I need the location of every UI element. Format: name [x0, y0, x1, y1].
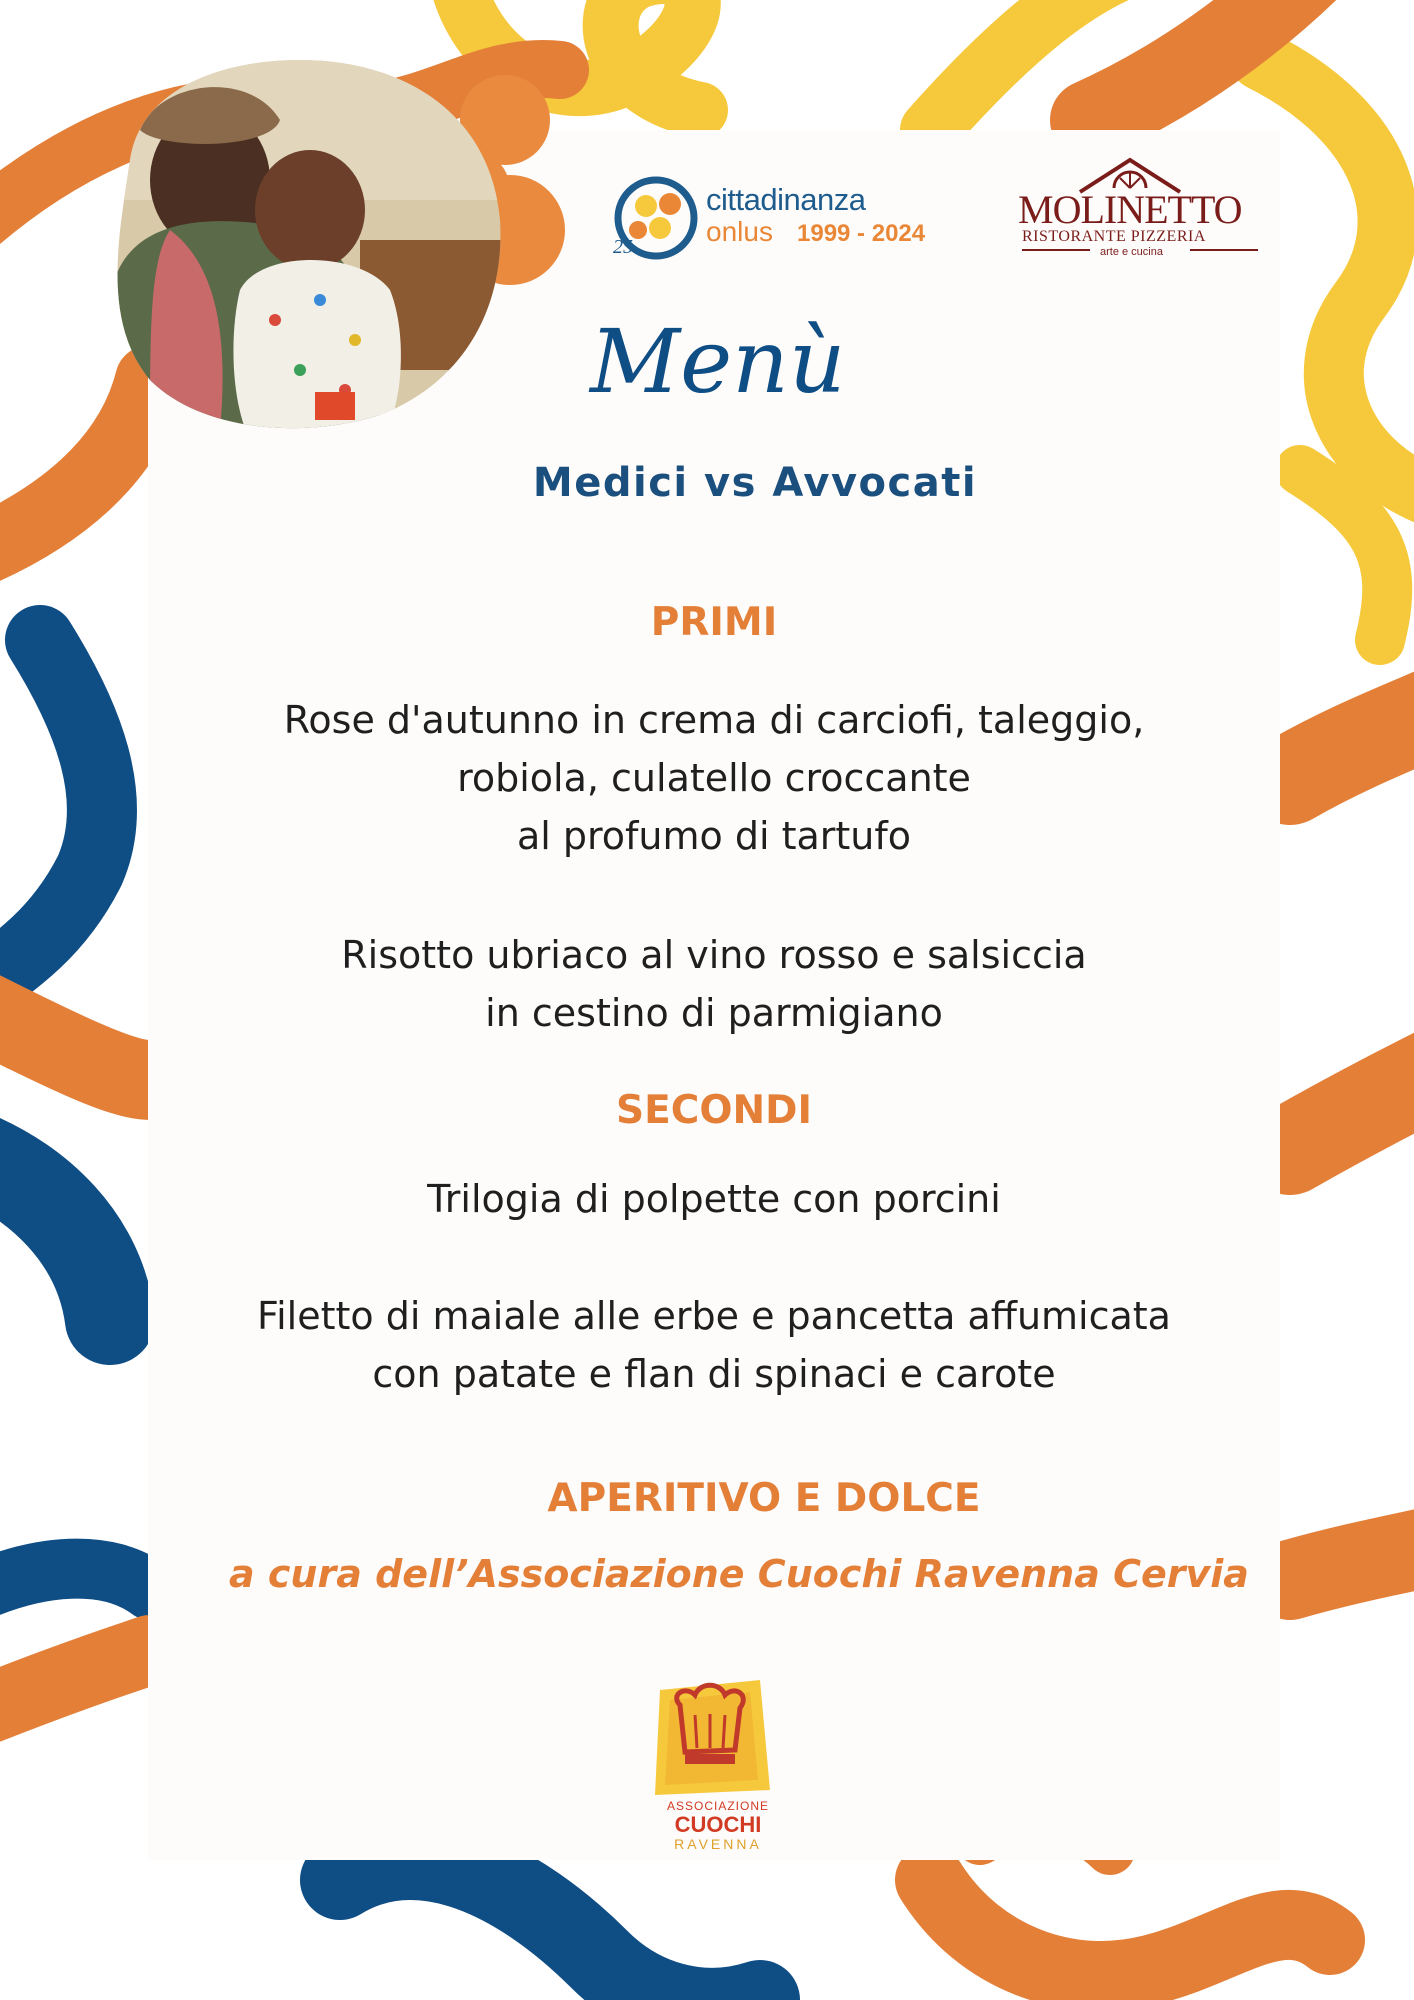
molinetto-tag: arte e cucina	[1100, 246, 1163, 258]
dish-secondi-1: Trilogia di polpette con porcini	[427, 1177, 1001, 1221]
molinetto-sub: RISTORANTE PIZZERIA	[1022, 228, 1206, 245]
section-aperitivo	[198, 1476, 1330, 1521]
section-title-primi: PRIMI	[650, 600, 778, 645]
dish-item	[148, 926, 1280, 1042]
section-title-secondi: SECONDI	[615, 1088, 813, 1133]
mother-child-photo	[0, 0, 600, 460]
cittadinanza-badge: 25	[613, 236, 633, 258]
dish-item	[148, 1287, 1280, 1403]
page-title: Menù	[590, 310, 846, 413]
molinetto-name: MOLINETTO	[1018, 187, 1242, 232]
chef-hat-logo-icon	[640, 1670, 780, 1800]
section-secondi	[148, 1088, 1280, 1133]
cuochi-logo-line1: ASSOCIAZIONE	[666, 1799, 770, 1813]
cittadinanza-years: 1999 - 2024	[797, 220, 926, 247]
page-subtitle: Medici vs Avvocati	[532, 460, 978, 506]
dish-item	[148, 1170, 1280, 1228]
cittadinanza-name: cittadinanza	[706, 182, 866, 217]
aperitivo-credit: a cura dell’Associazione Cuochi Ravenna Cervia	[229, 1552, 1249, 1596]
dish-item	[148, 691, 1280, 865]
cuochi-logo-line3: RAVENNA	[674, 1836, 762, 1852]
section-title-aperitivo: APERITIVO E DOLCE	[547, 1476, 981, 1521]
cittadinanza-sub: onlus	[706, 216, 773, 247]
section-primi	[148, 600, 1280, 645]
cuochi-logo-line2: CUOCHI	[674, 1812, 762, 1837]
dish-primi-2: Risotto ubriaco al vino rosso e salsiccia in cestino di parmigiano	[341, 933, 1087, 1035]
dish-primi-1: Rose d'autunno in crema di carciofi, taleggio, robiola, culatello croccante al profumo di tartufo	[283, 698, 1145, 858]
dish-secondi-2: Filetto di maiale alle erbe e pancetta affumicata con patate e flan di spinaci e carote	[257, 1294, 1171, 1396]
